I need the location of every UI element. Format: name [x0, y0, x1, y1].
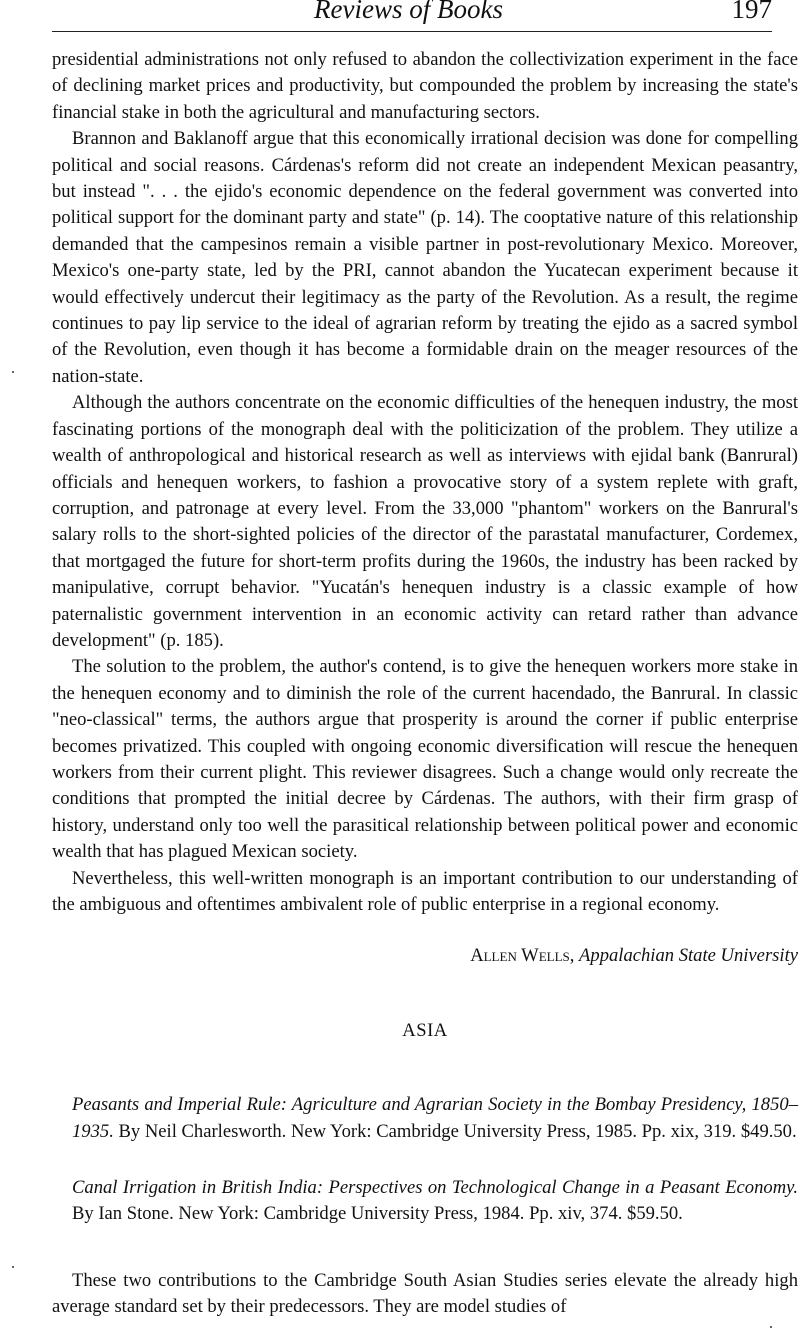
page-body [52, 47, 798, 1321]
review-paragraph-5: Nevertheless, this well-written monograph is an important contribution to our understanding of the ambiguous and oftentimes ambivalent role of public enterprise in a regional economy. [52, 867, 798, 915]
book-citation-1 [52, 1092, 798, 1145]
review-paragraph-3: Although the authors concentrate on the economic difficulties of the henequen industry, the most fascinating portions of the monograph deal with the politicization of the problem. They utilize a wealth of anthropological and historical research as well as interviews with ejidal bank (Banrural) officials and henequen workers, to fashion a provocative story of a system replete with graft, corruption, and patronage at every level. From the 33,000 "phantom" workers on the Banrural's salary rolls to the short-sighted policies of the director of the parastatal manufacturer, Cordemex, that mortgaged the future for short-term profits during the 1960s, the industry has been racked by manipulative, corrupt behavior. "Yucatán's henequen industry is a classic example of how paternalistic government intervention in an economic activity can retard rather than advance development" (p. 185). [52, 392, 798, 651]
page-number: 197 [731, 0, 772, 24]
book-title-2: Canal Irrigation in British India: Perspectives on Technological Change in a Peasant Economy. [72, 1177, 798, 1199]
reviewer-name: Allen Wells [470, 945, 570, 967]
reviewer-signature: Allen Wells, Appalachian State University [470, 945, 798, 967]
review-2-opening: These two contributions to the Cambridge South Asian Studies series elevate the already high average standard set by their predecessors. They are model studies of [52, 1269, 798, 1318]
margin-mark [12, 371, 14, 373]
section-heading: ASIA [402, 1019, 448, 1041]
book-details-1: By Neil Charlesworth. New York: Cambridge University Press, 1985. Pp. xix, 319. $49.50. [118, 1120, 797, 1142]
margin-mark [12, 1266, 14, 1268]
running-title: Reviews of Books [314, 0, 503, 24]
review-paragraph-1: presidential administrations not only refused to abandon the collectivization experiment in the face of declining market prices and productivity, but compounded the problem by increasing the state's financial stake in both the agricultural and manufacturing sectors. [52, 49, 798, 123]
margin-mark [770, 1326, 772, 1328]
header-rule [52, 31, 772, 32]
book-citation-2 [52, 1175, 798, 1228]
reviewer-affiliation: Appalachian State University [579, 945, 798, 967]
review-paragraph-4: The solution to the problem, the author's contend, is to give the henequen workers more stake in the henequen economy and to diminish the role of the current hacendado, the Banrural. In classic "neo-classical" terms, the authors argue that prosperity is around the corner if public enterprise becomes privatized. This coupled with ongoing economic diversification will rescue the henequen workers from their current plight. This reviewer disagrees. Such a change would only recreate the conditions that prompted the initial decree by Cárdenas. The authors, with their firm grasp of history, understand only too well the parasitical relationship between political power and economic wealth that has plagued Mexican society. [52, 656, 798, 863]
book-title-1: Peasants and Imperial Rule: Agriculture and Agrarian Society in the Bombay Presidency, 1850–1935. [72, 1094, 798, 1142]
review-paragraph-2: Brannon and Baklanoff argue that this economically irrational decision was done for compelling political and social reasons. Cárdenas's reform did not create an independent Mexican peasantry, but instead ". . . the ejido's economic dependence on the federal government was converted into political support for the dominant party and state" (p. 14). The cooptative nature of this relationship demanded that the campesinos remain a visible partner in post-revolutionary Mexico. Moreover, Mexico's one-party state, led by the PRI, cannot abandon the Yucatecan experiment because it would effectively undercut their legitimacy as the party of the Revolution. As a result, the regime continues to pay lip service to the ideal of agrarian reform by treating the ejido as a sacred symbol of the Revolution, even though it has become a formidable drain on the meager resources of the nation-state. [52, 128, 798, 387]
book-details-2: By Ian Stone. New York: Cambridge University Press, 1984. Pp. xiv, 374. $59.50. [72, 1203, 683, 1225]
